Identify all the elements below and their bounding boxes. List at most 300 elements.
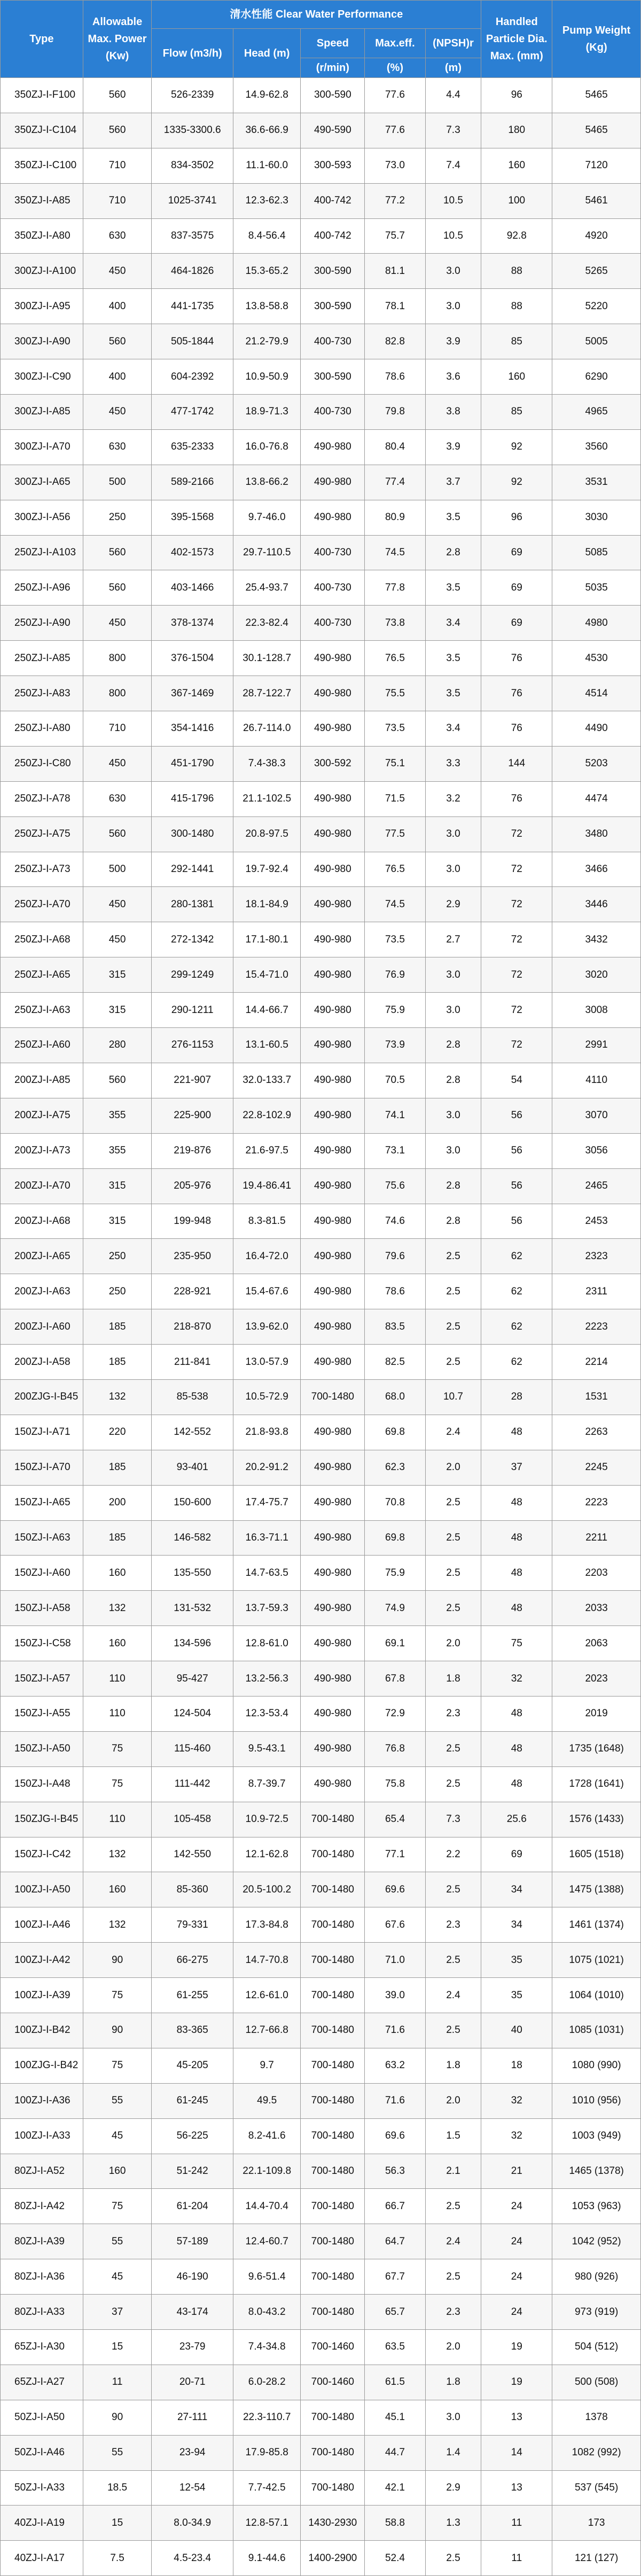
flow-cell: 83-365 bbox=[152, 2013, 233, 2048]
max-power-cell: 90 bbox=[83, 2400, 152, 2435]
type-cell: 300ZJ-I-A65 bbox=[1, 465, 83, 500]
head-cell: 8.2-41.6 bbox=[233, 2118, 300, 2154]
max-power-cell: 75 bbox=[83, 1731, 152, 1766]
table-body bbox=[1, 78, 641, 2576]
speed-cell: 490-980 bbox=[301, 1661, 365, 1697]
type-cell: 250ZJ-I-A65 bbox=[1, 957, 83, 993]
speed-cell: 490-980 bbox=[301, 1415, 365, 1450]
table-row bbox=[1, 1978, 641, 2013]
max-eff-cell: 65.4 bbox=[365, 1802, 425, 1837]
particle-dia-cell: 160 bbox=[481, 359, 552, 395]
npsh-cell: 2.0 bbox=[425, 2083, 481, 2118]
npsh-cell: 2.9 bbox=[425, 2470, 481, 2506]
npsh-cell: 3.5 bbox=[425, 676, 481, 711]
max-power-cell: 220 bbox=[83, 1415, 152, 1450]
speed-cell: 700-1480 bbox=[301, 2400, 365, 2435]
max-eff-cell: 68.0 bbox=[365, 1379, 425, 1415]
flow-cell: 61-255 bbox=[152, 1978, 233, 2013]
particle-dia-cell: 72 bbox=[481, 922, 552, 957]
speed-cell: 490-980 bbox=[301, 1133, 365, 1168]
flow-cell: 367-1469 bbox=[152, 676, 233, 711]
max-eff-cell: 58.8 bbox=[365, 2506, 425, 2541]
particle-dia-cell: 48 bbox=[481, 1485, 552, 1520]
particle-dia-cell: 72 bbox=[481, 993, 552, 1028]
pump-weight-cell: 5203 bbox=[552, 746, 641, 781]
max-power-header-line: (Kw) bbox=[105, 50, 129, 62]
table-row bbox=[1, 113, 641, 148]
head-cell: 14.7-63.5 bbox=[233, 1556, 300, 1591]
table-row bbox=[1, 957, 641, 993]
speed-cell: 490-590 bbox=[301, 113, 365, 148]
max-eff-cell: 77.6 bbox=[365, 113, 425, 148]
particle-dia-cell: 72 bbox=[481, 887, 552, 922]
particle-dia-cell: 72 bbox=[481, 816, 552, 852]
table-row bbox=[1, 852, 641, 887]
max-eff-cell: 75.8 bbox=[365, 1766, 425, 1802]
max-power-cell: 110 bbox=[83, 1696, 152, 1731]
max-power-cell: 630 bbox=[83, 429, 152, 465]
type-cell: 300ZJ-I-A70 bbox=[1, 429, 83, 465]
flow-cell: 124-504 bbox=[152, 1696, 233, 1731]
particle-dia-cell: 76 bbox=[481, 781, 552, 816]
npsh-cell: 1.4 bbox=[425, 2435, 481, 2470]
flow-cell: 299-1249 bbox=[152, 957, 233, 993]
type-cell: 250ZJ-I-C80 bbox=[1, 746, 83, 781]
speed-cell: 490-980 bbox=[301, 641, 365, 676]
type-cell: 100ZJ-I-A42 bbox=[1, 1943, 83, 1978]
npsh-cell: 3.7 bbox=[425, 465, 481, 500]
head-cell: 21.1-102.5 bbox=[233, 781, 300, 816]
particle-dia-cell: 69 bbox=[481, 606, 552, 641]
table-row bbox=[1, 1415, 641, 1450]
max-power-header-line: Allowable bbox=[92, 16, 143, 28]
speed-cell: 490-980 bbox=[301, 500, 365, 535]
speed-cell: 490-980 bbox=[301, 676, 365, 711]
max-power-cell: 355 bbox=[83, 1133, 152, 1168]
max-eff-cell: 74.5 bbox=[365, 535, 425, 570]
head-cell: 29.7-110.5 bbox=[233, 535, 300, 570]
pump-weight-cell: 5465 bbox=[552, 113, 641, 148]
speed-cell: 490-980 bbox=[301, 1731, 365, 1766]
clear-water-performance-header: 清水性能 Clear Water Performance bbox=[152, 1, 481, 29]
head-cell: 20.2-91.2 bbox=[233, 1450, 300, 1485]
max-power-cell: 185 bbox=[83, 1345, 152, 1380]
flow-cell: 56-225 bbox=[152, 2118, 233, 2154]
type-cell: 250ZJ-I-A68 bbox=[1, 922, 83, 957]
pump-weight-cell: 2465 bbox=[552, 1168, 641, 1204]
head-cell: 18.9-71.3 bbox=[233, 395, 300, 430]
table-row bbox=[1, 993, 641, 1028]
speed-cell: 1400-2900 bbox=[301, 2541, 365, 2576]
max-power-cell: 55 bbox=[83, 2083, 152, 2118]
type-cell: 150ZJ-I-A60 bbox=[1, 1556, 83, 1591]
pump-weight-cell: 2019 bbox=[552, 1696, 641, 1731]
speed-cell: 400-730 bbox=[301, 395, 365, 430]
pump-weight-cell: 2033 bbox=[552, 1591, 641, 1626]
npsh-cell: 2.8 bbox=[425, 1204, 481, 1239]
max-power-cell: 500 bbox=[83, 852, 152, 887]
flow-cell: 146-582 bbox=[152, 1520, 233, 1556]
max-power-cell: 132 bbox=[83, 1379, 152, 1415]
table-row bbox=[1, 2295, 641, 2330]
type-cell: 250ZJ-I-A78 bbox=[1, 781, 83, 816]
flow-cell: 93-401 bbox=[152, 1450, 233, 1485]
head-cell: 12.8-57.1 bbox=[233, 2506, 300, 2541]
max-power-cell: 55 bbox=[83, 2435, 152, 2470]
max-eff-cell: 77.4 bbox=[365, 465, 425, 500]
flow-cell: 376-1504 bbox=[152, 641, 233, 676]
npsh-cell: 2.5 bbox=[425, 1591, 481, 1626]
max-power-cell: 560 bbox=[83, 78, 152, 113]
max-eff-cell: 39.0 bbox=[365, 1978, 425, 2013]
particle-dia-cell: 48 bbox=[481, 1766, 552, 1802]
max-power-cell: 560 bbox=[83, 324, 152, 359]
particle-dia-cell: 34 bbox=[481, 1872, 552, 1907]
speed-cell: 700-1480 bbox=[301, 2435, 365, 2470]
flow-cell: 150-600 bbox=[152, 1485, 233, 1520]
max-eff-cell: 67.7 bbox=[365, 2259, 425, 2295]
speed-cell: 490-980 bbox=[301, 852, 365, 887]
particle-dia-cell: 48 bbox=[481, 1591, 552, 1626]
head-cell: 7.7-42.5 bbox=[233, 2470, 300, 2506]
npsh-cell: 2.8 bbox=[425, 1168, 481, 1204]
flow-cell: 604-2392 bbox=[152, 359, 233, 395]
col-eff-header: Max.eff. bbox=[365, 29, 425, 58]
flow-cell: 402-1573 bbox=[152, 535, 233, 570]
pump-weight-cell: 4490 bbox=[552, 711, 641, 747]
pump-weight-cell: 2991 bbox=[552, 1028, 641, 1063]
flow-cell: 354-1416 bbox=[152, 711, 233, 747]
npsh-cell: 2.3 bbox=[425, 2295, 481, 2330]
particle-dia-cell: 69 bbox=[481, 570, 552, 606]
speed-cell: 300-590 bbox=[301, 289, 365, 324]
flow-cell: 225-900 bbox=[152, 1098, 233, 1133]
speed-cell: 700-1480 bbox=[301, 2224, 365, 2259]
speed-cell: 490-980 bbox=[301, 1309, 365, 1345]
head-cell: 13.0-57.9 bbox=[233, 1345, 300, 1380]
npsh-cell: 3.4 bbox=[425, 711, 481, 747]
npsh-cell: 2.5 bbox=[425, 1274, 481, 1309]
head-cell: 12.7-66.8 bbox=[233, 2013, 300, 2048]
pump-weight-cell: 1003 (949) bbox=[552, 2118, 641, 2154]
type-cell: 300ZJ-I-A95 bbox=[1, 289, 83, 324]
flow-cell: 403-1466 bbox=[152, 570, 233, 606]
npsh-cell: 3.0 bbox=[425, 957, 481, 993]
particle-dia-cell: 72 bbox=[481, 957, 552, 993]
particle-dia-cell: 56 bbox=[481, 1168, 552, 1204]
flow-cell: 43-174 bbox=[152, 2295, 233, 2330]
type-cell: 300ZJ-I-A85 bbox=[1, 395, 83, 430]
table-row bbox=[1, 1379, 641, 1415]
pump-weight-cell: 1082 (992) bbox=[552, 2435, 641, 2470]
speed-cell: 490-980 bbox=[301, 1168, 365, 1204]
type-cell: 250ZJ-I-A85 bbox=[1, 641, 83, 676]
pump-weight-cell: 1042 (952) bbox=[552, 2224, 641, 2259]
flow-cell: 272-1342 bbox=[152, 922, 233, 957]
flow-cell: 111-442 bbox=[152, 1766, 233, 1802]
head-cell: 26.7-114.0 bbox=[233, 711, 300, 747]
type-cell: 250ZJ-I-A96 bbox=[1, 570, 83, 606]
max-eff-cell: 81.1 bbox=[365, 254, 425, 289]
table-row bbox=[1, 429, 641, 465]
pump-weight-cell: 4514 bbox=[552, 676, 641, 711]
max-power-cell: 500 bbox=[83, 465, 152, 500]
max-eff-cell: 52.4 bbox=[365, 2541, 425, 2576]
table-row bbox=[1, 570, 641, 606]
max-eff-cell: 79.8 bbox=[365, 395, 425, 430]
table-row bbox=[1, 1556, 641, 1591]
table-row bbox=[1, 1872, 641, 1907]
type-cell: 100ZJ-I-A50 bbox=[1, 1872, 83, 1907]
npsh-cell: 3.0 bbox=[425, 2400, 481, 2435]
particle-dia-cell: 100 bbox=[481, 183, 552, 218]
head-cell: 7.4-38.3 bbox=[233, 746, 300, 781]
npsh-cell: 2.5 bbox=[425, 1872, 481, 1907]
type-cell: 200ZJG-I-B45 bbox=[1, 1379, 83, 1415]
max-eff-cell: 73.9 bbox=[365, 1028, 425, 1063]
particle-dia-cell: 72 bbox=[481, 852, 552, 887]
max-power-cell: 630 bbox=[83, 781, 152, 816]
max-eff-cell: 74.5 bbox=[365, 887, 425, 922]
pump-weight-cell: 980 (926) bbox=[552, 2259, 641, 2295]
table-row bbox=[1, 2541, 641, 2576]
head-cell: 9.7 bbox=[233, 2048, 300, 2083]
speed-cell: 490-980 bbox=[301, 1345, 365, 1380]
max-eff-cell: 62.3 bbox=[365, 1450, 425, 1485]
speed-cell: 490-980 bbox=[301, 1450, 365, 1485]
speed-cell: 490-980 bbox=[301, 1591, 365, 1626]
flow-cell: 95-427 bbox=[152, 1661, 233, 1697]
head-cell: 16.3-71.1 bbox=[233, 1520, 300, 1556]
pump-weight-cell: 1531 bbox=[552, 1379, 641, 1415]
flow-cell: 589-2166 bbox=[152, 465, 233, 500]
type-cell: 250ZJ-I-A70 bbox=[1, 887, 83, 922]
npsh-cell: 1.8 bbox=[425, 2048, 481, 2083]
table-row bbox=[1, 1028, 641, 1063]
table-row bbox=[1, 1309, 641, 1345]
pump-weight-cell: 2203 bbox=[552, 1556, 641, 1591]
npsh-cell: 10.5 bbox=[425, 218, 481, 254]
pump-weight-cell: 1085 (1031) bbox=[552, 2013, 641, 2048]
pump-weight-cell: 2263 bbox=[552, 1415, 641, 1450]
max-eff-cell: 76.5 bbox=[365, 852, 425, 887]
pump-weight-cell: 2311 bbox=[552, 1274, 641, 1309]
type-cell: 350ZJ-I-A80 bbox=[1, 218, 83, 254]
particle-dia-cell: 62 bbox=[481, 1309, 552, 1345]
flow-cell: 105-458 bbox=[152, 1802, 233, 1837]
npsh-cell: 2.5 bbox=[425, 1943, 481, 1978]
head-cell: 10.9-50.9 bbox=[233, 359, 300, 395]
type-cell: 250ZJ-I-A83 bbox=[1, 676, 83, 711]
flow-cell: 276-1153 bbox=[152, 1028, 233, 1063]
table-row bbox=[1, 922, 641, 957]
max-power-cell: 75 bbox=[83, 2189, 152, 2224]
table-row bbox=[1, 711, 641, 747]
type-cell: 150ZJ-I-A71 bbox=[1, 1415, 83, 1450]
npsh-cell: 3.9 bbox=[425, 324, 481, 359]
flow-cell: 46-190 bbox=[152, 2259, 233, 2295]
flow-cell: 837-3575 bbox=[152, 218, 233, 254]
max-power-cell: 160 bbox=[83, 1626, 152, 1661]
table-row bbox=[1, 1168, 641, 1204]
npsh-cell: 3.4 bbox=[425, 606, 481, 641]
particle-dia-cell: 24 bbox=[481, 2295, 552, 2330]
speed-cell: 700-1480 bbox=[301, 2083, 365, 2118]
table-row bbox=[1, 1345, 641, 1380]
head-cell: 16.4-72.0 bbox=[233, 1239, 300, 1274]
table-row bbox=[1, 2189, 641, 2224]
speed-cell: 400-730 bbox=[301, 535, 365, 570]
type-cell: 150ZJ-I-A55 bbox=[1, 1696, 83, 1731]
pump-weight-cell: 7120 bbox=[552, 148, 641, 183]
speed-cell: 700-1480 bbox=[301, 2118, 365, 2154]
flow-cell: 23-94 bbox=[152, 2435, 233, 2470]
pump-weight-cell: 4965 bbox=[552, 395, 641, 430]
npsh-cell: 2.5 bbox=[425, 1309, 481, 1345]
flow-cell: 205-976 bbox=[152, 1168, 233, 1204]
head-cell: 14.4-66.7 bbox=[233, 993, 300, 1028]
col-weight-header bbox=[552, 1, 641, 78]
flow-cell: 218-870 bbox=[152, 1309, 233, 1345]
pump-weight-cell: 5085 bbox=[552, 535, 641, 570]
npsh-cell: 2.3 bbox=[425, 1696, 481, 1731]
particle-dia-cell: 69 bbox=[481, 1837, 552, 1872]
type-cell: 65ZJ-I-A27 bbox=[1, 2365, 83, 2400]
max-eff-cell: 77.1 bbox=[365, 1837, 425, 1872]
particle-dia-cell: 85 bbox=[481, 324, 552, 359]
particle-dia-cell: 40 bbox=[481, 2013, 552, 2048]
max-eff-cell: 79.6 bbox=[365, 1239, 425, 1274]
col-speed-header: Speed bbox=[301, 29, 365, 58]
npsh-cell: 1.3 bbox=[425, 2506, 481, 2541]
particle-dia-cell: 32 bbox=[481, 2118, 552, 2154]
npsh-cell: 2.5 bbox=[425, 2013, 481, 2048]
max-eff-cell: 71.6 bbox=[365, 2083, 425, 2118]
head-cell: 9.6-51.4 bbox=[233, 2259, 300, 2295]
type-cell: 100ZJ-I-A33 bbox=[1, 2118, 83, 2154]
pump-weight-cell: 3480 bbox=[552, 816, 641, 852]
pump-weight-cell: 3531 bbox=[552, 465, 641, 500]
speed-cell: 700-1480 bbox=[301, 2470, 365, 2506]
type-cell: 200ZJ-I-A60 bbox=[1, 1309, 83, 1345]
pump-weight-cell: 2214 bbox=[552, 1345, 641, 1380]
max-power-cell: 75 bbox=[83, 2048, 152, 2083]
max-power-cell: 185 bbox=[83, 1520, 152, 1556]
pump-weight-cell: 4920 bbox=[552, 218, 641, 254]
col-head-header: Head (m) bbox=[233, 29, 300, 78]
table-row bbox=[1, 2365, 641, 2400]
pump-weight-cell: 3030 bbox=[552, 500, 641, 535]
npsh-cell: 2.2 bbox=[425, 1837, 481, 1872]
max-power-cell: 710 bbox=[83, 711, 152, 747]
table-row bbox=[1, 2506, 641, 2541]
type-cell: 100ZJ-I-A39 bbox=[1, 1978, 83, 2013]
max-eff-cell: 78.6 bbox=[365, 1274, 425, 1309]
table-row bbox=[1, 148, 641, 183]
type-cell: 150ZJ-I-A65 bbox=[1, 1485, 83, 1520]
flow-cell: 27-111 bbox=[152, 2400, 233, 2435]
head-cell: 8.3-81.5 bbox=[233, 1204, 300, 1239]
max-power-cell: 185 bbox=[83, 1450, 152, 1485]
npsh-cell: 3.0 bbox=[425, 852, 481, 887]
pump-weight-cell: 2245 bbox=[552, 1450, 641, 1485]
max-power-cell: 560 bbox=[83, 535, 152, 570]
type-cell: 350ZJ-I-C100 bbox=[1, 148, 83, 183]
type-cell: 100ZJ-I-A36 bbox=[1, 2083, 83, 2118]
table-row bbox=[1, 2400, 641, 2435]
particle-dia-cell: 35 bbox=[481, 1978, 552, 2013]
table-row bbox=[1, 1274, 641, 1309]
flow-cell: 219-876 bbox=[152, 1133, 233, 1168]
max-eff-cell: 71.6 bbox=[365, 2013, 425, 2048]
npsh-cell: 3.5 bbox=[425, 570, 481, 606]
type-cell: 100ZJ-I-A46 bbox=[1, 1907, 83, 1943]
max-power-cell: 560 bbox=[83, 570, 152, 606]
pump-weight-cell: 1728 (1641) bbox=[552, 1766, 641, 1802]
max-eff-cell: 63.2 bbox=[365, 2048, 425, 2083]
particle-dia-cell: 92 bbox=[481, 465, 552, 500]
pump-weight-cell: 2063 bbox=[552, 1626, 641, 1661]
npsh-cell: 3.3 bbox=[425, 746, 481, 781]
type-cell: 150ZJ-I-A58 bbox=[1, 1591, 83, 1626]
pump-weight-cell: 5005 bbox=[552, 324, 641, 359]
type-cell: 150ZJ-I-A48 bbox=[1, 1766, 83, 1802]
npsh-cell: 3.0 bbox=[425, 254, 481, 289]
max-eff-cell: 77.8 bbox=[365, 570, 425, 606]
particle-dia-cell: 24 bbox=[481, 2259, 552, 2295]
max-power-cell: 15 bbox=[83, 2330, 152, 2365]
max-power-cell: 160 bbox=[83, 1556, 152, 1591]
pump-weight-cell: 1010 (956) bbox=[552, 2083, 641, 2118]
head-cell: 10.9-72.5 bbox=[233, 1802, 300, 1837]
max-power-cell: 15 bbox=[83, 2506, 152, 2541]
max-eff-cell: 70.5 bbox=[365, 1063, 425, 1098]
speed-cell: 490-980 bbox=[301, 1520, 365, 1556]
max-power-cell: 45 bbox=[83, 2118, 152, 2154]
npsh-cell: 10.7 bbox=[425, 1379, 481, 1415]
flow-cell: 8.0-34.9 bbox=[152, 2506, 233, 2541]
speed-cell: 490-980 bbox=[301, 993, 365, 1028]
max-power-cell: 450 bbox=[83, 746, 152, 781]
max-power-cell: 160 bbox=[83, 2154, 152, 2189]
npsh-cell: 2.5 bbox=[425, 2259, 481, 2295]
table-row bbox=[1, 1591, 641, 1626]
pump-weight-cell: 504 (512) bbox=[552, 2330, 641, 2365]
head-cell: 19.4-86.41 bbox=[233, 1168, 300, 1204]
head-cell: 21.2-79.9 bbox=[233, 324, 300, 359]
max-eff-cell: 75.6 bbox=[365, 1168, 425, 1204]
pump-weight-cell: 121 (127) bbox=[552, 2541, 641, 2576]
pump-weight-cell: 3432 bbox=[552, 922, 641, 957]
table-row bbox=[1, 1450, 641, 1485]
pump-weight-cell: 2223 bbox=[552, 1309, 641, 1345]
head-cell: 13.9-62.0 bbox=[233, 1309, 300, 1345]
pump-weight-cell: 973 (919) bbox=[552, 2295, 641, 2330]
speed-cell: 490-980 bbox=[301, 1556, 365, 1591]
type-cell: 80ZJ-I-A36 bbox=[1, 2259, 83, 2295]
max-power-cell: 315 bbox=[83, 1168, 152, 1204]
pump-weight-cell: 3446 bbox=[552, 887, 641, 922]
head-cell: 9.1-44.6 bbox=[233, 2541, 300, 2576]
head-cell: 13.7-59.3 bbox=[233, 1591, 300, 1626]
speed-cell: 490-980 bbox=[301, 816, 365, 852]
type-cell: 300ZJ-I-C90 bbox=[1, 359, 83, 395]
npsh-cell: 2.5 bbox=[425, 1239, 481, 1274]
type-cell: 300ZJ-I-A100 bbox=[1, 254, 83, 289]
npsh-cell: 2.8 bbox=[425, 535, 481, 570]
max-eff-cell: 56.3 bbox=[365, 2154, 425, 2189]
type-cell: 250ZJ-I-A80 bbox=[1, 711, 83, 747]
